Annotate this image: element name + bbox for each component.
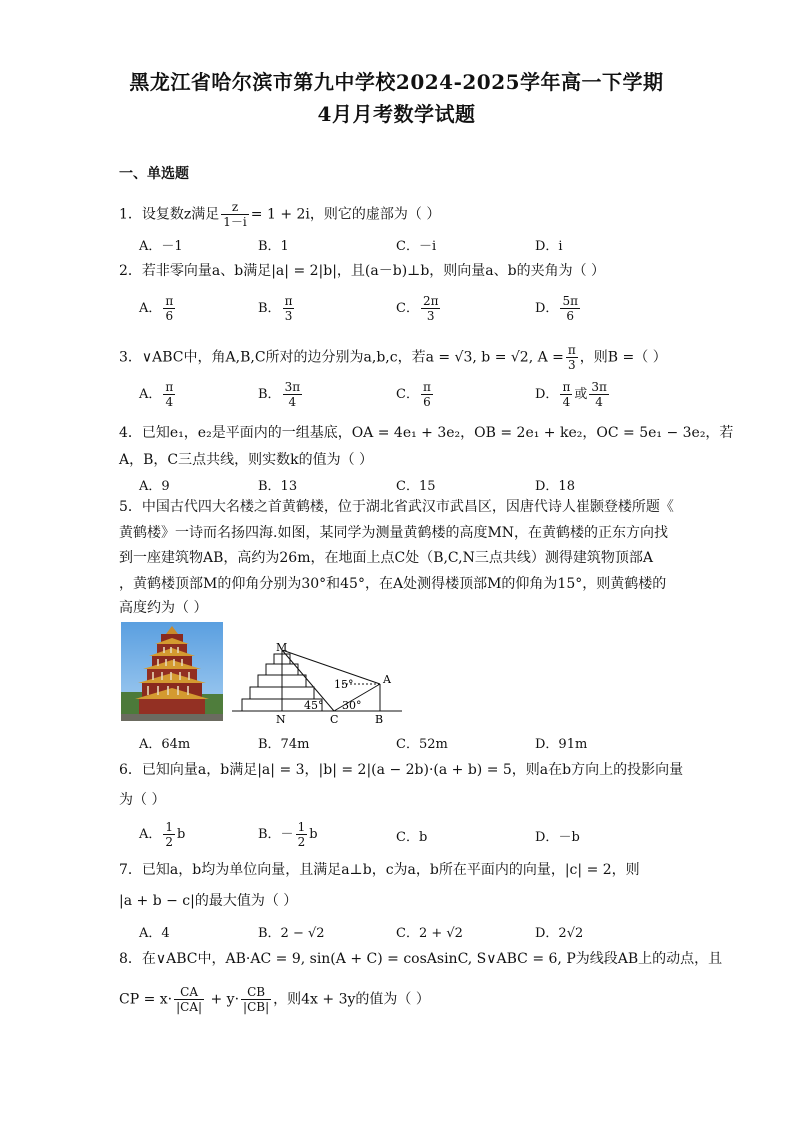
q1-option-c: C．－i <box>396 239 437 254</box>
q3-c-den: 6 <box>423 395 431 409</box>
q8-line1: 8．在∨ABC中，AB·AC = 9, sin(A + C) = cosAsinC, S∨ABC = 6, P为线段AB上的动点，且 <box>119 951 723 967</box>
section-heading: 一、单选题 <box>119 166 189 182</box>
q8-cp: CP = x· <box>119 991 173 1008</box>
q3-b-num: 3π <box>284 380 301 394</box>
q5-option-a: A．64m <box>139 737 191 752</box>
q6-option-c <box>396 826 427 845</box>
q7-option-b: B．2 − √2 <box>258 926 325 941</box>
q1-option-d: D．i <box>535 239 563 254</box>
q3-option-c <box>396 380 435 409</box>
q2-option-c-label: C． <box>396 301 419 316</box>
q6-option-a <box>139 820 185 849</box>
q6-line1: 6．已知向量a，b满足|a| = 3，|b| = 2|(a − 2b)·(a + b) = 5，则a在b方向上的投影向量 <box>119 762 684 778</box>
q1-stem-b: = 1 + 2i，则它的虚部为（ ） <box>250 206 441 223</box>
diagram-label-m: M <box>276 642 288 654</box>
q2-option-a <box>139 294 177 323</box>
q1-stem-a: 1．设复数z满足 <box>119 206 220 223</box>
q2-option-b-label: B． <box>258 301 281 316</box>
tower-measurement-diagram <box>230 642 405 728</box>
q8-f2-den: |CB| <box>243 1000 270 1014</box>
q7-option-a: A．4 <box>139 926 170 941</box>
q2-option-b <box>258 294 296 323</box>
q3-a-num: π <box>165 380 174 394</box>
q6-d-tail: －b <box>558 830 580 845</box>
q3-c-num: π <box>422 380 431 394</box>
q6-a-den: 2 <box>165 835 174 849</box>
q5-option-c: C．52m <box>396 737 448 752</box>
page-title-line2: 4月月考数学试题 <box>317 102 476 126</box>
q3-option-d <box>535 380 611 409</box>
q2-b-num: π <box>284 294 293 308</box>
q1-option-a: A．－1 <box>139 239 183 254</box>
q6-option-d-label: D． <box>535 830 559 845</box>
yellow-crane-tower-photo <box>121 622 223 721</box>
q6-option-b-label: B．－ <box>258 827 294 842</box>
q6-option-b <box>258 820 318 849</box>
q3-stem-a: 3．∨ABC中，角A,B,C所对的边分别为a,b,c，若a = √3, b = √2, A = <box>119 349 564 366</box>
q8-tail: ，则4x + 3y的值为（ ） <box>273 991 430 1008</box>
q1-fraction <box>221 200 248 229</box>
q6-line2: 为（ ） <box>119 792 166 808</box>
q5-option-d: D．91m <box>535 737 588 752</box>
diagram-label-a: A <box>383 673 391 686</box>
q2-option-a-label: A． <box>139 301 162 316</box>
q3-b-den: 4 <box>288 395 297 409</box>
q7-option-d: D．2√2 <box>535 926 584 941</box>
q8-f1-num: CA <box>174 985 204 1000</box>
q6-a-num: 1 <box>165 820 174 834</box>
q2-stem: 2．若非零向量a、b满足|a| = 2|b|，且(a－b)⊥b，则向量a、b的夹角为（ ） <box>119 263 606 279</box>
q3-option-b <box>258 380 304 409</box>
q3-stem <box>119 343 667 372</box>
q8-line2 <box>119 985 430 1014</box>
q7-line2: |a + b − c|的最大值为（ ） <box>119 893 298 909</box>
q5-line3: 到一座建筑物AB，高约为26m，在地面上点C处（B,C,N三点共线）测得建筑物顶部A <box>119 550 653 566</box>
q2-option-d-label: D． <box>535 301 559 316</box>
q3-option-d-label: D． <box>535 387 559 402</box>
q3-option-a <box>139 380 177 409</box>
q5-line1: 5．中国古代四大名楼之首黄鹤楼，位于湖北省武汉市武昌区，因唐代诗人崔颢登楼所题《 <box>119 499 674 515</box>
page-title-line1: 黑龙江省哈尔滨市第九中学校2024-2025学年高一下学期 <box>129 70 664 94</box>
q1-frac-den: 1－i <box>223 215 247 229</box>
q3-option-c-label: C． <box>396 387 419 402</box>
q6-option-a-label: A． <box>139 827 162 842</box>
q8-f2-num: CB <box>241 985 271 1000</box>
diagram-angle-45: 45° <box>304 699 324 712</box>
q2-d-num: 5π <box>562 294 578 308</box>
q3-option-a-label: A． <box>139 387 162 402</box>
q8-f1-den: |CA| <box>176 1000 203 1014</box>
q2-d-den: 6 <box>566 309 575 323</box>
q7-option-c: C．2 + √2 <box>396 926 463 941</box>
q2-a-den: 6 <box>165 309 174 323</box>
q8-plus: + y· <box>206 991 240 1008</box>
q6-b-den: 2 <box>297 835 306 849</box>
q5-line4: ，黄鹤楼顶部M的仰角分别为30°和45°，在A处测得楼顶部M的仰角为15°，则黄鹤楼的 <box>119 576 667 592</box>
q1-stem <box>119 200 440 229</box>
q6-option-c-label: C． <box>396 830 419 845</box>
q3-a-den: 4 <box>165 395 174 409</box>
q6-b-tail: b <box>309 827 318 842</box>
q6-option-d <box>535 826 580 845</box>
q1-option-b: B．1 <box>258 239 289 254</box>
q3-d-den2: 4 <box>595 395 603 409</box>
q2-option-d <box>535 294 582 323</box>
q3-frac-den: 3 <box>568 358 576 372</box>
diagram-angle-15: 15° <box>334 678 354 691</box>
q3-stem-b: ，则B =（ ） <box>579 349 667 366</box>
q6-a-tail: b <box>177 827 186 842</box>
q3-d-num: π <box>562 380 571 394</box>
q4-option-a: A．9 <box>139 479 170 494</box>
q6-b-num: 1 <box>297 820 306 834</box>
q5-line5: 高度约为（ ） <box>119 600 208 616</box>
q4-line1: 4．已知e₁，e₂是平面内的一组基底，OA = 4e₁ + 3e₂，OB = 2e₁ + ke₂，OC = 5e₁ − 3e₂，若 <box>119 425 734 441</box>
q5-line2: 黄鹤楼》一诗而名扬四海.如图，某同学为测量黄鹤楼的高度MN，在黄鹤楼的正东方向找 <box>119 525 669 541</box>
q4-option-b: B．13 <box>258 479 298 494</box>
q2-c-num: 2π <box>422 294 439 308</box>
q3-d-mid: 或 <box>574 387 588 402</box>
diagram-label-n: N <box>276 713 286 726</box>
diagram-angle-30: 30° <box>342 699 362 712</box>
q4-line2: A，B，C三点共线，则实数k的值为（ ） <box>119 452 374 468</box>
q2-c-den: 3 <box>426 309 435 323</box>
q1-frac-num: z <box>221 200 248 215</box>
q4-option-c: C．15 <box>396 479 436 494</box>
diagram-label-c: C <box>330 713 339 726</box>
q2-a-num: π <box>165 294 174 308</box>
q4-option-d: D．18 <box>535 479 575 494</box>
q3-option-b-label: B． <box>258 387 281 402</box>
q2-option-c <box>396 294 442 323</box>
q5-option-b: B．74m <box>258 737 310 752</box>
diagram-label-b: B <box>375 713 384 726</box>
q3-frac-num: π <box>567 343 576 357</box>
q3-d-den: 4 <box>562 395 571 409</box>
q3-d-num2: 3π <box>591 380 607 394</box>
q6-c-tail: b <box>418 830 428 845</box>
q2-b-den: 3 <box>284 309 293 323</box>
q7-line1: 7．已知a，b均为单位向量，且满足a⊥b，c为a，b所在平面内的向量，|c| = 2，则 <box>119 862 640 878</box>
